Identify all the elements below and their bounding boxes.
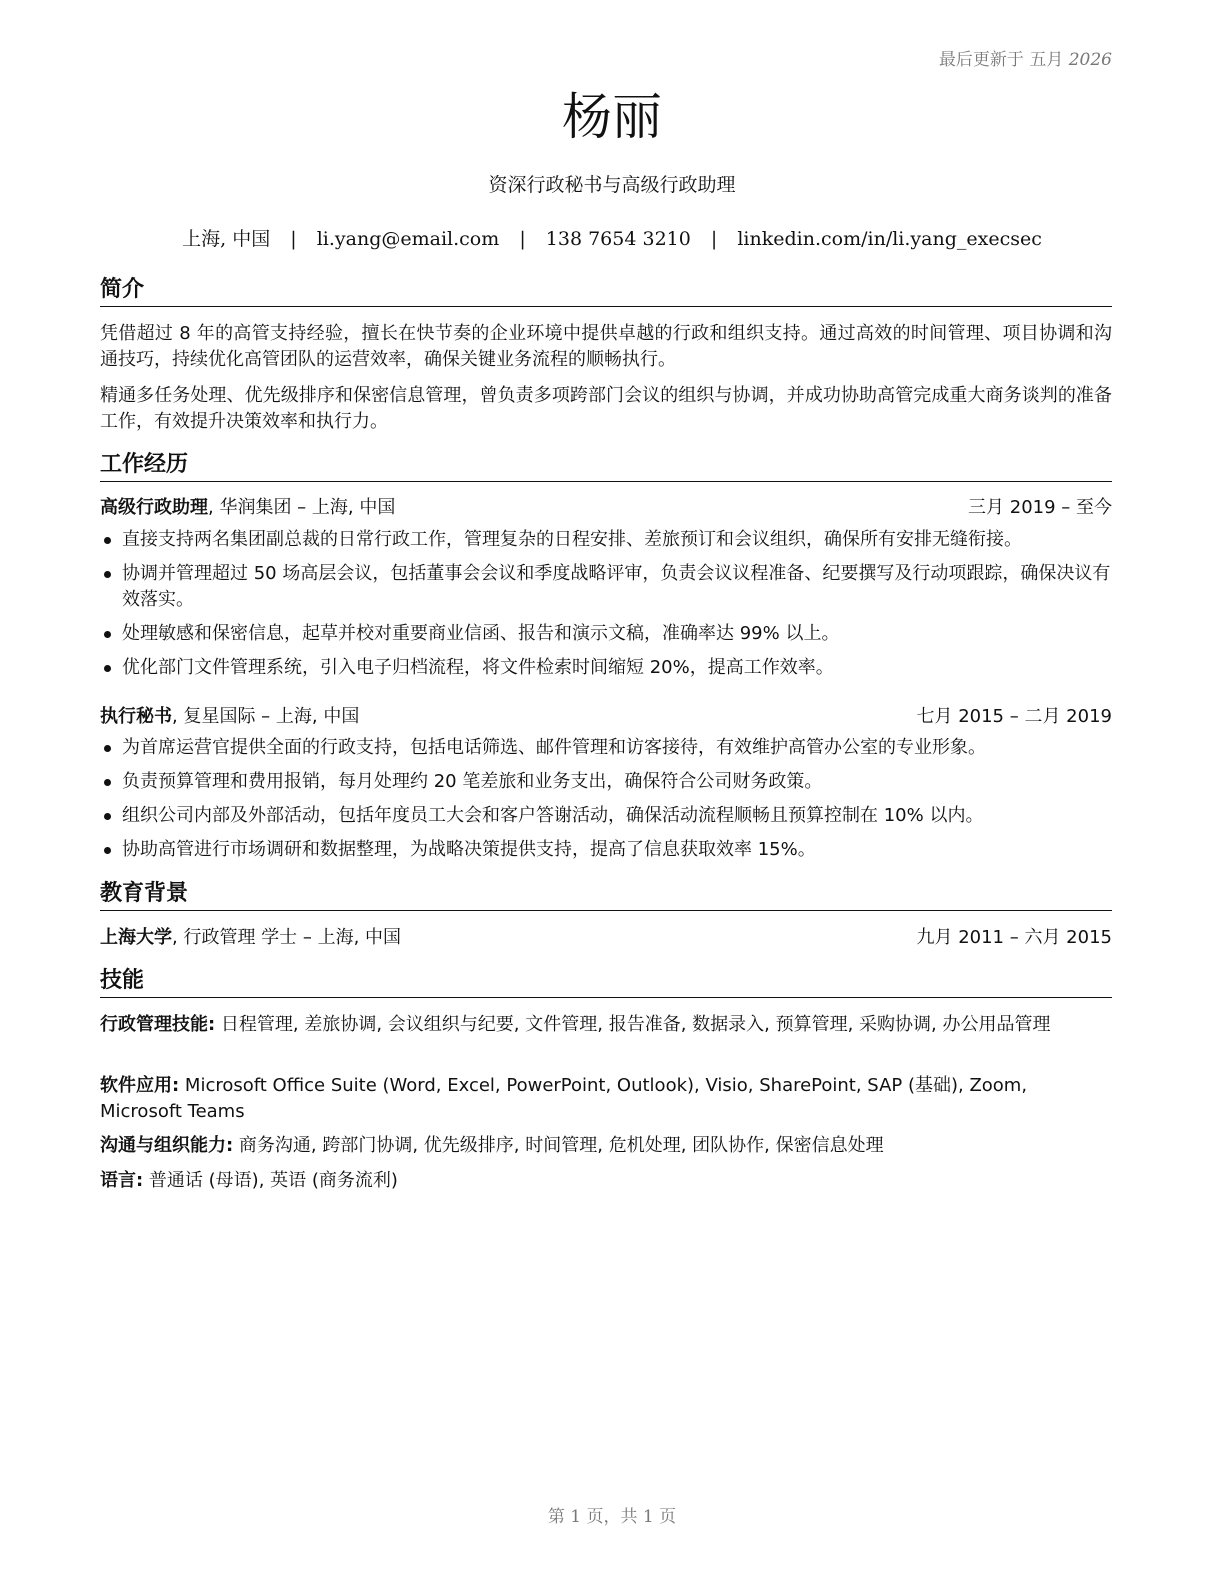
contact-location: 上海, 中国 [182, 228, 271, 250]
list-item: 优化部门文件管理系统，引入电子归档流程，将文件检索时间缩短 20%，提高工作效率。 [100, 655, 1112, 681]
skill-row [100, 1012, 1112, 1038]
education-dates: 九月 2011 – 六月 2015 [916, 927, 1112, 948]
contact-separator: | [519, 228, 526, 250]
list-item: 为首席运营官提供全面的行政支持，包括电话筛选、邮件管理和访客接待，有效维护高管办公室的专业形象。 [100, 735, 1112, 761]
contact-separator: | [710, 228, 718, 250]
contact-email-link[interactable]: li.yang@email.com [316, 228, 500, 250]
contact-separator: | [290, 228, 297, 250]
education-detail: , 行政管理 学士 – 上海, 中国 [172, 927, 402, 948]
job-org: , 华润集团 – 上海, 中国 [208, 497, 396, 518]
job-dates: 七月 2015 – 二月 2019 [916, 706, 1112, 727]
last-updated-year: 2026 [1068, 50, 1112, 70]
job-role: 高级行政助理 [100, 497, 208, 518]
job-role: 执行秘书 [100, 706, 172, 727]
job-dates: 三月 2019 – 至今 [968, 497, 1112, 518]
summary-paragraph: 凭借超过 8 年的高管支持经验，擅长在快节奏的企业环境中提供卓越的行政和组织支持。通过高效的时间管理、项目协调和沟通技巧，持续优化高管团队的运营效率，确保关键业务流程的顺畅执行。 [100, 323, 1112, 370]
skill-label: 软件应用: [100, 1075, 180, 1096]
last-updated-prefix: 最后更新于 五月 [938, 50, 1064, 70]
skill-value: 普通话 (母语), 英语 (商务流利) [143, 1170, 398, 1191]
list-item: 协助高管进行市场调研和数据整理，为战略决策提供支持，提高了信息获取效率 15%。 [100, 837, 1112, 863]
section-title-education: 教育背景 [100, 880, 1112, 911]
candidate-title: 资深行政秘书与高级行政助理 [488, 174, 736, 196]
skill-label: 行政管理技能: [100, 1014, 216, 1035]
candidate-name: 杨丽 [562, 88, 662, 146]
summary-paragraph: 精通多任务处理、优先级排序和保密信息管理，曾负责多项跨部门会议的组织与协调，并成功协助高管完成重大商务谈判的准备工作，有效提升决策效率和执行力。 [100, 385, 1112, 432]
skill-row [100, 1073, 1112, 1125]
job-bullets [100, 527, 1112, 689]
skill-label: 语言: [100, 1170, 144, 1191]
skill-value: 日程管理, 差旅协调, 会议组织与纪要, 文件管理, 报告准备, 数据录入, 预算管理, 采购协调, 办公用品管理 [215, 1014, 1051, 1035]
job-header [100, 495, 1112, 521]
education-row [100, 925, 1112, 951]
skill-row [100, 1133, 1112, 1159]
education-school-detail [100, 925, 401, 951]
job-role-org [100, 495, 395, 521]
section-title-summary: 简介 [100, 276, 1112, 307]
skill-value: 商务沟通, 跨部门协调, 优先级排序, 时间管理, 危机处理, 团队协作, 保密信息处理 [233, 1135, 884, 1156]
section-title-experience: 工作经历 [100, 451, 1112, 482]
list-item: 协调并管理超过 50 场高层会议，包括董事会会议和季度战略评审，负责会议议程准备、纪要撰写及行动项跟踪，确保决议有效落实。 [100, 561, 1112, 613]
skill-row [100, 1168, 1112, 1194]
job-role-org [100, 704, 359, 730]
education-school: 上海大学 [100, 927, 172, 948]
last-updated [939, 45, 1112, 70]
section-title-skills: 技能 [100, 967, 1112, 998]
job-org: , 复星国际 – 上海, 中国 [172, 706, 360, 727]
contact-linkedin-link[interactable]: linkedin.com/in/li.yang_execsec [737, 228, 1042, 250]
job-bullets [100, 735, 1112, 871]
page-number: 第 1 页，共 1 页 [547, 1507, 677, 1527]
job-header [100, 704, 1112, 730]
skill-label: 沟通与组织能力: [100, 1135, 234, 1156]
list-item: 直接支持两名集团副总裁的日常行政工作，管理复杂的日程安排、差旅预订和会议组织，确保所有安排无缝衔接。 [100, 527, 1112, 553]
contact-line [0, 224, 1224, 251]
contact-phone: 138 7654 3210 [545, 228, 691, 250]
list-item: 处理敏感和保密信息，起草并校对重要商业信函、报告和演示文稿，准确率达 99% 以上。 [100, 621, 1112, 647]
list-item: 组织公司内部及外部活动，包括年度员工大会和客户答谢活动，确保活动流程顺畅且预算控制在 10% 以内。 [100, 803, 1112, 829]
skill-value: Microsoft Office Suite (Word, Excel, PowerPoint, Outlook), Visio, SharePoint, SAP (基础), Zoom, Microsoft Teams [100, 1075, 1028, 1122]
list-item: 负责预算管理和费用报销，每月处理约 20 笔差旅和业务支出，确保符合公司财务政策。 [100, 769, 1112, 795]
